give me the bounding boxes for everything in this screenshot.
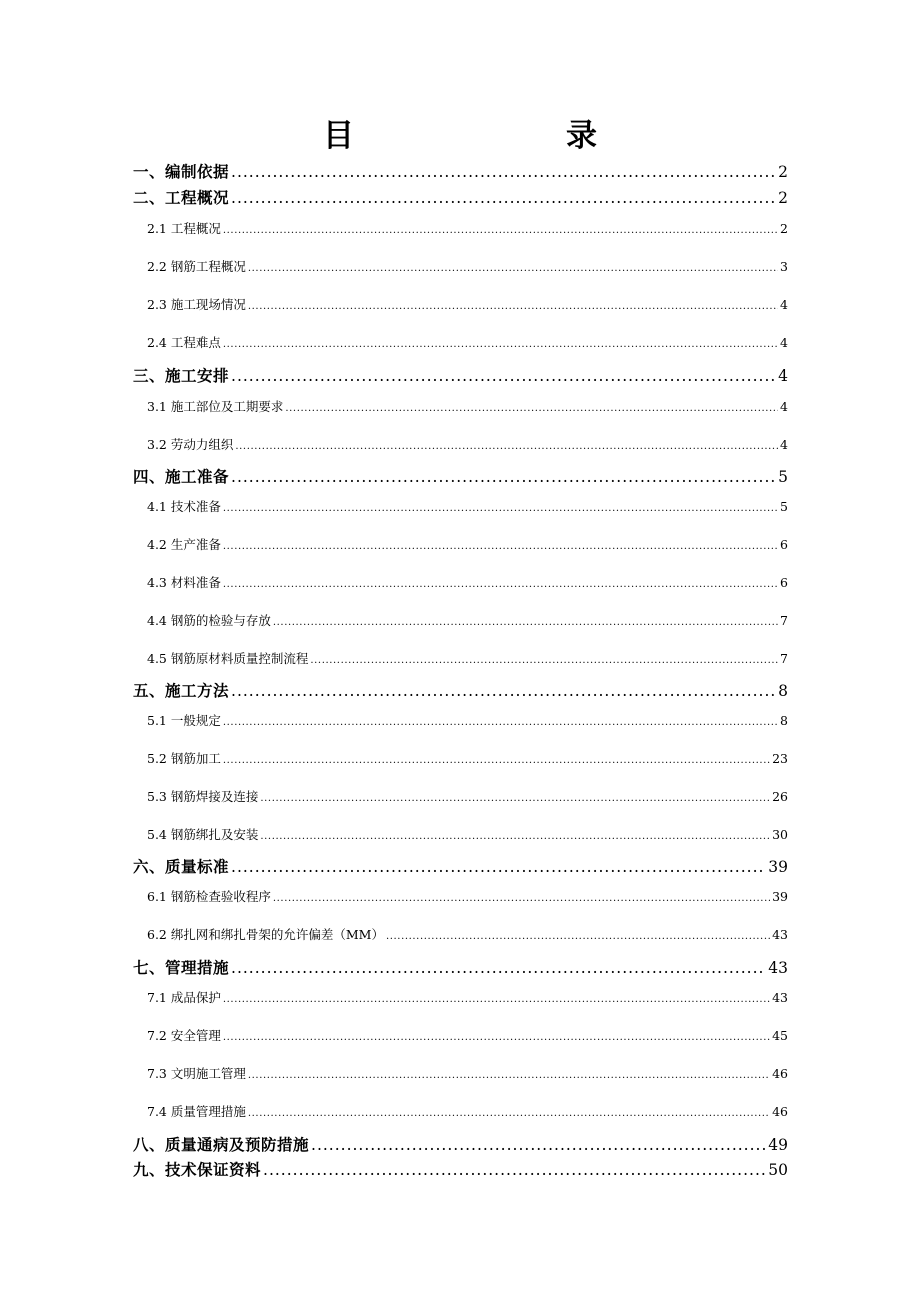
toc-entry-label: 八、质量通病及预防措施 xyxy=(133,1136,310,1154)
toc-page-number: 30 xyxy=(772,827,788,842)
toc-dot-leader xyxy=(223,713,778,733)
toc-entry-label: 4.1 技术准备 xyxy=(147,499,221,514)
toc-entry-label: 4.5 钢筋原材料质量控制流程 xyxy=(147,651,309,666)
toc-dot-leader xyxy=(231,364,776,388)
toc-entry-label: 5.4 钢筋绑扎及安装 xyxy=(147,827,259,842)
toc-subsection-entry[interactable] xyxy=(147,333,788,353)
toc-subsection-entry[interactable] xyxy=(147,1026,788,1046)
toc-section-entry[interactable] xyxy=(133,465,788,489)
toc-entry-label: 五、施工方法 xyxy=(133,682,230,700)
toc-subsection-entry[interactable] xyxy=(147,295,788,315)
toc-section-entry[interactable] xyxy=(133,160,788,184)
toc-dot-leader xyxy=(223,335,778,355)
toc-subsection-entry[interactable] xyxy=(147,611,788,631)
toc-entry-label: 3.2 劳动力组织 xyxy=(147,437,234,452)
toc-entry-label: 4.2 生产准备 xyxy=(147,537,221,552)
toc-page-number: 3 xyxy=(780,259,788,274)
toc-section-entry[interactable] xyxy=(133,364,788,388)
toc-subsection-entry[interactable] xyxy=(147,573,788,593)
toc-page-number: 2 xyxy=(780,221,788,236)
toc-dot-leader xyxy=(231,465,776,489)
toc-dot-leader xyxy=(231,160,776,184)
toc-subsection-entry[interactable] xyxy=(147,988,788,1008)
toc-page-number: 6 xyxy=(780,575,788,590)
toc-dot-leader xyxy=(311,1133,766,1157)
toc-subsection-entry[interactable] xyxy=(147,787,788,807)
toc-entry-label: 2.1 工程概况 xyxy=(147,221,221,236)
toc-entry-label: 5.2 钢筋加工 xyxy=(147,751,221,766)
toc-dot-leader xyxy=(248,259,778,279)
toc-entry-label: 三、施工安排 xyxy=(133,367,230,385)
toc-subsection-entry[interactable] xyxy=(147,887,788,907)
toc-subsection-entry[interactable] xyxy=(147,649,788,669)
toc-page-number: 4 xyxy=(780,335,788,350)
toc-dot-leader xyxy=(231,855,766,879)
toc-page-number: 8 xyxy=(778,682,788,700)
toc-dot-leader xyxy=(223,537,778,557)
toc-page-number: 39 xyxy=(772,889,788,904)
toc-subsection-entry[interactable] xyxy=(147,497,788,517)
toc-dot-leader xyxy=(231,186,776,210)
toc-entry-label: 九、技术保证资料 xyxy=(133,1161,262,1179)
toc-section-entry[interactable] xyxy=(133,1158,788,1182)
toc-dot-leader xyxy=(235,437,778,457)
toc-page-number: 23 xyxy=(772,751,788,766)
toc-page-number: 2 xyxy=(778,189,788,207)
toc-subsection-entry[interactable] xyxy=(147,711,788,731)
toc-page-number: 50 xyxy=(768,1161,788,1179)
toc-entry-label: 5.3 钢筋焊接及连接 xyxy=(147,789,259,804)
toc-page-number: 43 xyxy=(772,990,788,1005)
toc-page-number: 4 xyxy=(780,399,788,414)
toc-entry-label: 二、工程概况 xyxy=(133,189,230,207)
toc-dot-leader xyxy=(223,751,770,771)
toc-subsection-entry[interactable] xyxy=(147,749,788,769)
toc-dot-leader xyxy=(260,789,770,809)
toc-dot-leader xyxy=(260,827,770,847)
toc-dot-leader xyxy=(223,1028,770,1048)
toc-page-number: 7 xyxy=(780,613,788,628)
toc-section-entry[interactable] xyxy=(133,679,788,703)
toc-page-number: 5 xyxy=(778,468,788,486)
toc-entry-label: 7.2 安全管理 xyxy=(147,1028,221,1043)
toc-dot-leader xyxy=(223,499,778,519)
toc-page-number: 4 xyxy=(780,297,788,312)
toc-page-number: 5 xyxy=(780,499,788,514)
toc-entry-label: 七、管理措施 xyxy=(133,959,230,977)
toc-page-number: 46 xyxy=(772,1066,788,1081)
toc-subsection-entry[interactable] xyxy=(147,435,788,455)
toc-entry-label: 2.4 工程难点 xyxy=(147,335,221,350)
toc-page-number: 8 xyxy=(780,713,788,728)
toc-entry-label: 一、编制依据 xyxy=(133,163,230,181)
toc-dot-leader xyxy=(231,956,766,980)
toc-section-entry[interactable] xyxy=(133,186,788,210)
toc-dot-leader xyxy=(285,399,778,419)
toc-dot-leader xyxy=(248,1066,770,1086)
toc-page-number: 46 xyxy=(772,1104,788,1119)
toc-dot-leader xyxy=(231,679,776,703)
toc-subsection-entry[interactable] xyxy=(147,397,788,417)
toc-subsection-entry[interactable] xyxy=(147,257,788,277)
toc-page-number: 45 xyxy=(772,1028,788,1043)
toc-dot-leader xyxy=(310,651,778,671)
toc-subsection-entry[interactable] xyxy=(147,219,788,239)
toc-page-number: 43 xyxy=(768,959,788,977)
toc-page-number: 2 xyxy=(778,163,788,181)
toc-section-entry[interactable] xyxy=(133,1133,788,1157)
toc-page-number: 39 xyxy=(768,858,788,876)
toc-entry-label: 7.3 文明施工管理 xyxy=(147,1066,246,1081)
toc-entry-label: 六、质量标准 xyxy=(133,858,230,876)
toc-page-number: 43 xyxy=(772,927,788,942)
toc-dot-leader xyxy=(223,221,778,241)
toc-dot-leader xyxy=(263,1158,766,1182)
toc-entry-label: 4.3 材料准备 xyxy=(147,575,221,590)
toc-dot-leader xyxy=(386,927,770,947)
page-title: 目 录 xyxy=(323,118,647,154)
toc-entry-label: 7.1 成品保护 xyxy=(147,990,221,1005)
toc-dot-leader xyxy=(223,990,770,1010)
toc-page-number: 49 xyxy=(768,1136,788,1154)
toc-entry-label: 5.1 一般规定 xyxy=(147,713,221,728)
toc-entry-label: 7.4 质量管理措施 xyxy=(147,1104,246,1119)
toc-page-number: 6 xyxy=(780,537,788,552)
toc-subsection-entry[interactable] xyxy=(147,925,788,945)
toc-page-number: 4 xyxy=(778,367,788,385)
toc-entry-label: 2.2 钢筋工程概况 xyxy=(147,259,246,274)
toc-subsection-entry[interactable] xyxy=(147,1064,788,1084)
toc-entry-label: 6.1 钢筋检查验收程序 xyxy=(147,889,271,904)
toc-dot-leader xyxy=(273,889,770,909)
toc-page-number: 7 xyxy=(780,651,788,666)
toc-section-entry[interactable] xyxy=(133,956,788,980)
toc-section-entry[interactable] xyxy=(133,855,788,879)
toc-page-number: 26 xyxy=(772,789,788,804)
toc-dot-leader xyxy=(273,613,778,633)
toc-entry-label: 四、施工准备 xyxy=(133,468,230,486)
toc-subsection-entry[interactable] xyxy=(147,1102,788,1122)
toc-subsection-entry[interactable] xyxy=(147,535,788,555)
toc-dot-leader xyxy=(223,575,778,595)
toc-subsection-entry[interactable] xyxy=(147,825,788,845)
toc-entry-label: 3.1 施工部位及工期要求 xyxy=(147,399,284,414)
toc-entry-label: 2.3 施工现场情况 xyxy=(147,297,246,312)
toc-entry-label: 6.2 绑扎网和绑扎骨架的允许偏差（MM） xyxy=(147,927,384,942)
toc-dot-leader xyxy=(248,1104,770,1124)
toc-entry-label: 4.4 钢筋的检验与存放 xyxy=(147,613,271,628)
toc-dot-leader xyxy=(248,297,778,317)
toc-page-number: 4 xyxy=(780,437,788,452)
